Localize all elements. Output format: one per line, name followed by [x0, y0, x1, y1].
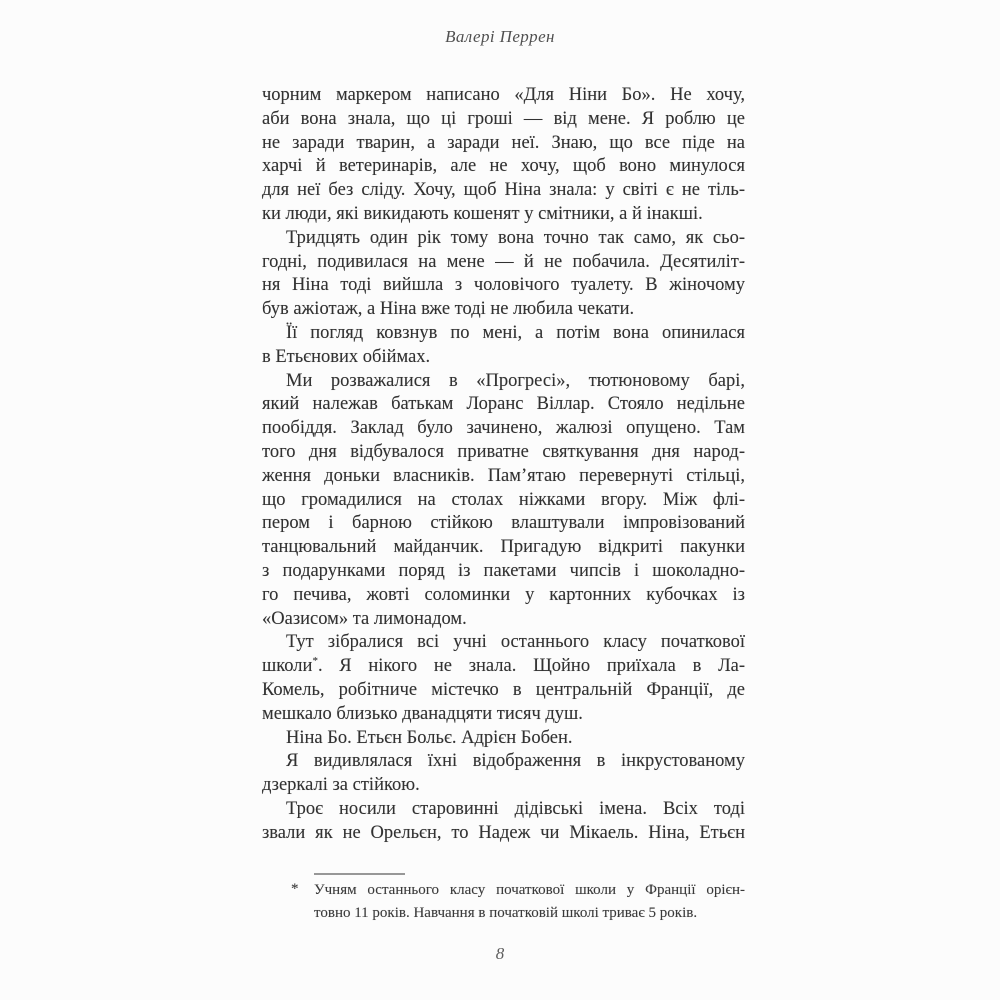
- text-line: Ніна Бо. Етьєн Больє. Адрієн Бобен.: [286, 727, 573, 748]
- text-line: що громадилися на столах ніжками вгору. Між флі-: [262, 489, 745, 510]
- text-line: ня Ніна тоді вийшла з чоловічого туалету. В жіночому: [262, 275, 745, 296]
- text-line: дзеркалі за стійкою.: [262, 775, 420, 796]
- text-line: танцювальний майданчик. Пригадую відкриті пакунки: [262, 537, 745, 558]
- text-line: Я видивлялася їхні відображення в інкрустованому: [286, 751, 745, 772]
- body-text: [262, 84, 745, 846]
- footnote-rule: [314, 873, 405, 875]
- text-line: Тут зібралися всі учні останнього класу початкової: [286, 632, 745, 653]
- page-number: 8: [495, 944, 505, 963]
- paragraph: [262, 727, 745, 751]
- text-line: того дня відбувалося приватне святкування дня народ-: [262, 441, 745, 462]
- paragraph: [262, 631, 745, 726]
- paragraph: [262, 750, 745, 798]
- footnote: [262, 879, 745, 925]
- text-line: Ми розважалися в «Прогресі», тютюновому барі,: [286, 370, 745, 391]
- text-line: ження доньки власників. Пам’ятаю перевернуті стільці,: [262, 465, 745, 486]
- text-line: аби вона знала, що ці гроші — від мене. Я роблю це: [262, 108, 745, 129]
- paragraph: [262, 84, 745, 227]
- paragraph: [262, 322, 745, 370]
- text-line: Її погляд ковзнув по мені, а потім вона опинилася: [286, 322, 745, 343]
- footnote-ref: *: [312, 654, 318, 667]
- footnote-lines: [262, 879, 745, 925]
- text-line: звали як не Орельєн, то Надеж чи Мікаель. Ніна, Етьєн: [262, 822, 745, 843]
- text-line: для неї без сліду. Хочу, щоб Ніна знала: у світі є не тіль-: [262, 180, 745, 201]
- text-line: з подарунками поряд із пакетами чипсів і шоколадно-: [262, 560, 745, 581]
- text-line: мешкало близько дванадцяти тисяч душ.: [262, 703, 583, 724]
- text-line: школи*. Я нікого не знала. Щойно приїхала в Ла-: [262, 654, 745, 677]
- text-line: харчі й ветеринарів, але не хочу, щоб воно минулося: [262, 156, 745, 177]
- text-line: пером і барною стійкою влаштували імпровізований: [262, 513, 745, 534]
- footnote-line: товно 11 років. Навчання в початковій школі триває 5 років.: [314, 905, 698, 921]
- text-line: чорним маркером написано «Для Ніни Бо». Не хочу,: [262, 85, 745, 105]
- footnote-line: Учням останнього класу початкової школи у Франції орієн-: [314, 882, 745, 898]
- text-line: ки люди, які викидають кошенят у смітники, а й інакші.: [262, 203, 703, 224]
- text-line: в Етьєнових обіймах.: [262, 346, 431, 367]
- running-header: Валері Перрен: [445, 27, 555, 46]
- paragraph: [262, 227, 745, 322]
- text-line: «Оазисом» та лимонадом.: [262, 608, 467, 629]
- paragraph: [262, 798, 745, 846]
- text-line: Тридцять один рік тому вона точно так само, як сьо-: [286, 227, 745, 248]
- paragraph: [262, 370, 745, 632]
- text-line: годні, подивилася на мене — й не побачила. Десятиліт-: [262, 251, 745, 272]
- text-line: Троє носили старовинні дідівські імена. Всіх тоді: [286, 798, 745, 819]
- text-line: не заради тварин, а заради неї. Знаю, що все піде на: [262, 132, 745, 153]
- text-line: який належав батькам Лоранс Віллар. Стояло недільне: [262, 394, 745, 415]
- text-line: був ажіотаж, а Ніна вже тоді не любила чекати.: [262, 299, 635, 320]
- text-line: го печива, жовті соломинки у картонних кубочках із: [262, 584, 745, 605]
- text-line: пообіддя. Заклад було зачинено, жалюзі опущено. Там: [262, 418, 745, 439]
- text-line: Комель, робітниче містечко в центральній Франції, де: [262, 679, 745, 700]
- footnote-marker: *: [291, 881, 299, 897]
